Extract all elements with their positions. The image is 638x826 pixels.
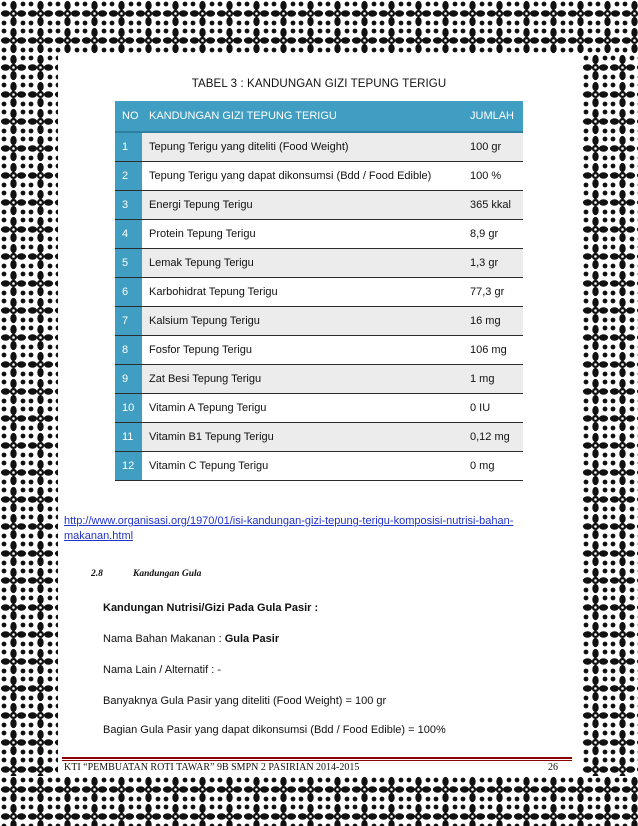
row-number: 9 [115, 365, 142, 394]
row-label: Kalsium Tepung Terigu [142, 307, 463, 336]
row-number: 12 [115, 452, 142, 481]
row-value: 100 gr [463, 132, 523, 162]
table-header-row [115, 101, 523, 132]
row-value: 0 mg [463, 452, 523, 481]
page-number: 26 [548, 762, 558, 773]
food-name-label: Nama Bahan Makanan : [103, 633, 225, 645]
header-amount: JUMLAH [463, 101, 523, 132]
row-number: 11 [115, 423, 142, 452]
row-number: 8 [115, 336, 142, 365]
table-row [115, 278, 523, 307]
row-value: 1 mg [463, 365, 523, 394]
section-title: Kandungan Gula [133, 569, 202, 579]
table-row [115, 220, 523, 249]
alt-name-line: Nama Lain / Alternatif : - [103, 664, 221, 676]
row-label: Tepung Terigu yang dapat dikonsumsi (Bdd / Food Edible) [142, 162, 463, 191]
row-number: 7 [115, 307, 142, 336]
row-value: 0 IU [463, 394, 523, 423]
food-weight-line: Banyaknya Gula Pasir yang diteliti (Food Weight) = 100 gr [103, 695, 387, 707]
row-number: 6 [115, 278, 142, 307]
row-label: Vitamin B1 Tepung Terigu [142, 423, 463, 452]
table-row [115, 423, 523, 452]
row-value: 0,12 mg [463, 423, 523, 452]
nutrition-table [115, 101, 523, 481]
row-number: 2 [115, 162, 142, 191]
row-value: 77,3 gr [463, 278, 523, 307]
table-row [115, 249, 523, 278]
section-number: 2.8 [91, 569, 103, 579]
table-row [115, 191, 523, 220]
table-row [115, 394, 523, 423]
row-number: 10 [115, 394, 142, 423]
row-label: Tepung Terigu yang diteliti (Food Weight) [142, 132, 463, 162]
footer-rule-thin [62, 760, 572, 761]
ornament-border-top [0, 0, 638, 54]
row-number: 1 [115, 132, 142, 162]
table-title: TABEL 3 : KANDUNGAN GIZI TEPUNG TERIGU [191, 78, 447, 90]
table-row [115, 162, 523, 191]
table-row [115, 452, 523, 481]
row-label: Lemak Tepung Terigu [142, 249, 463, 278]
row-label: Karbohidrat Tepung Terigu [142, 278, 463, 307]
table-row [115, 307, 523, 336]
row-label: Zat Besi Tepung Terigu [142, 365, 463, 394]
food-name-line [103, 633, 279, 645]
row-value: 100 % [463, 162, 523, 191]
table-row [115, 132, 523, 162]
row-label: Fosfor Tepung Terigu [142, 336, 463, 365]
row-label: Vitamin C Tepung Terigu [142, 452, 463, 481]
ornament-border-left [0, 54, 58, 776]
row-label: Vitamin A Tepung Terigu [142, 394, 463, 423]
section-heading [91, 569, 201, 579]
row-value: 1,3 gr [463, 249, 523, 278]
row-label: Protein Tepung Terigu [142, 220, 463, 249]
row-value: 8,9 gr [463, 220, 523, 249]
ornament-border-bottom [0, 776, 638, 826]
food-edible-line: Bagian Gula Pasir yang dapat dikonsumsi (Bdd / Food Edible) = 100% [103, 724, 446, 736]
row-label: Energi Tepung Terigu [142, 191, 463, 220]
source-link[interactable]: http://www.organisasi.org/1970/01/isi-kandungan-gizi-tepung-terigu-komposisi-nutrisi-bahan-makanan.html [64, 515, 514, 542]
footer-rule [62, 757, 572, 759]
ornament-border-right [582, 54, 638, 776]
table-row [115, 336, 523, 365]
header-no: NO [115, 101, 142, 132]
row-value: 106 mg [463, 336, 523, 365]
row-number: 4 [115, 220, 142, 249]
row-value: 365 kkal [463, 191, 523, 220]
content-heading: Kandungan Nutrisi/Gizi Pada Gula Pasir : [103, 602, 319, 614]
header-content: KANDUNGAN GIZI TEPUNG TERIGU [142, 101, 463, 132]
food-name-value: Gula Pasir [224, 633, 280, 645]
table-row [115, 365, 523, 394]
row-number: 3 [115, 191, 142, 220]
row-value: 16 mg [463, 307, 523, 336]
footer-text: KTI “PEMBUATAN ROTI TAWAR” 9B SMPN 2 PASIRIAN 2014-2015 [64, 762, 360, 773]
row-number: 5 [115, 249, 142, 278]
